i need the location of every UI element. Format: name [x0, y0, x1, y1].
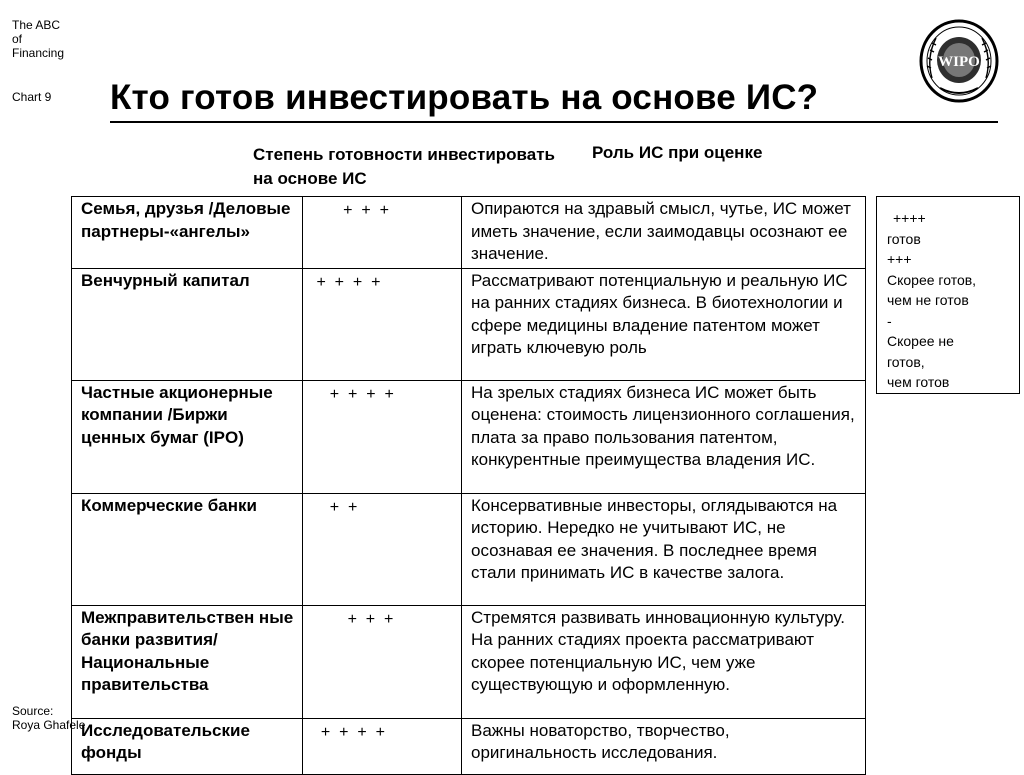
rating-cell: + + + — [303, 605, 462, 718]
table-row — [72, 380, 866, 493]
brand-line: Financing — [12, 46, 65, 60]
source-author: Roya Ghafele — [12, 718, 86, 732]
table-row — [72, 197, 866, 269]
rating-legend — [876, 196, 1020, 394]
ip-role-cell: Рассматривают потенциальную и реальную ИС на ранних стадиях бизнеса. В биотехнологии и сфере медицины владение патентом может играть ключевую роль — [462, 268, 866, 380]
page-title: Кто готов инвестировать на основе ИС? — [110, 78, 819, 117]
ip-role-cell: На зрелых стадиях бизнеса ИС может быть оценена: стоимость лицензионного соглашения, плата за право пользования патентом, конкурентные преимущества владения ИС. — [462, 380, 866, 493]
legend-line: ++++ — [893, 210, 926, 226]
source-label: Source: — [12, 704, 54, 718]
brand-caption — [12, 18, 92, 60]
rating-cell: + + + — [303, 197, 462, 269]
wipo-logo-icon — [918, 18, 1000, 104]
investor-cell: Межправительствен ные банки развития/ Национальные правительства — [72, 605, 303, 718]
investor-table — [71, 196, 866, 775]
legend-line: чем готов — [887, 374, 950, 390]
legend-line: - — [887, 312, 892, 329]
rating-cell: + + + + — [303, 268, 462, 380]
legend-line: готов — [887, 230, 921, 247]
investor-cell: Исследовательские фонды — [72, 718, 303, 774]
ip-role-cell: Опираются на здравый смысл, чутье, ИС может иметь значение, если заимодавцы осознают ее значение. — [462, 197, 866, 269]
table-row — [72, 718, 866, 774]
title-divider — [110, 121, 998, 123]
column-header-readiness: Степень готовности инвестировать на основе ИС — [253, 145, 555, 188]
investor-cell: Семья, друзья /Деловые партнеры-«ангелы» — [72, 197, 303, 269]
ip-role-cell: Стремятся развивать инновационную культуру. На ранних стадиях проекта рассматривают скорее потенциальную ИС, чем уже существующую и оформленную. — [462, 605, 866, 718]
investor-cell: Венчурный капитал — [72, 268, 303, 380]
logo-text: WIPO — [938, 54, 980, 70]
investor-cell: Коммерческие банки — [72, 493, 303, 605]
rating-cell: + + + + — [303, 718, 462, 774]
table-row — [72, 268, 866, 380]
legend-line: чем не готов — [887, 292, 969, 308]
ip-role-cell: Важны новаторство, творчество, оригинальность исследования. — [462, 718, 866, 774]
legend-line: Скорее готов, — [887, 271, 977, 288]
table-row — [72, 493, 866, 605]
table-row — [72, 605, 866, 718]
rating-cell: + + + + — [303, 380, 462, 493]
brand-line: of — [12, 32, 23, 46]
legend-line: Скорее не — [887, 333, 954, 349]
rating-cell: + + — [303, 493, 462, 605]
column-header-ip-role: Роль ИС при оценке — [592, 143, 763, 162]
chart-label: Chart 9 — [12, 90, 52, 104]
legend-line: готов, — [887, 353, 925, 370]
ip-role-cell: Консервативные инвесторы, оглядываются на историю. Нередко не учитывают ИС, не осознавая ее значения. В последнее время стали принимать ИС в качестве залога. — [462, 493, 866, 605]
source-note — [12, 704, 122, 732]
investor-cell: Частные акционерные компании /Биржи ценных бумаг (IPO) — [72, 380, 303, 493]
legend-line: +++ — [887, 251, 912, 267]
brand-line: The ABC — [12, 18, 61, 32]
